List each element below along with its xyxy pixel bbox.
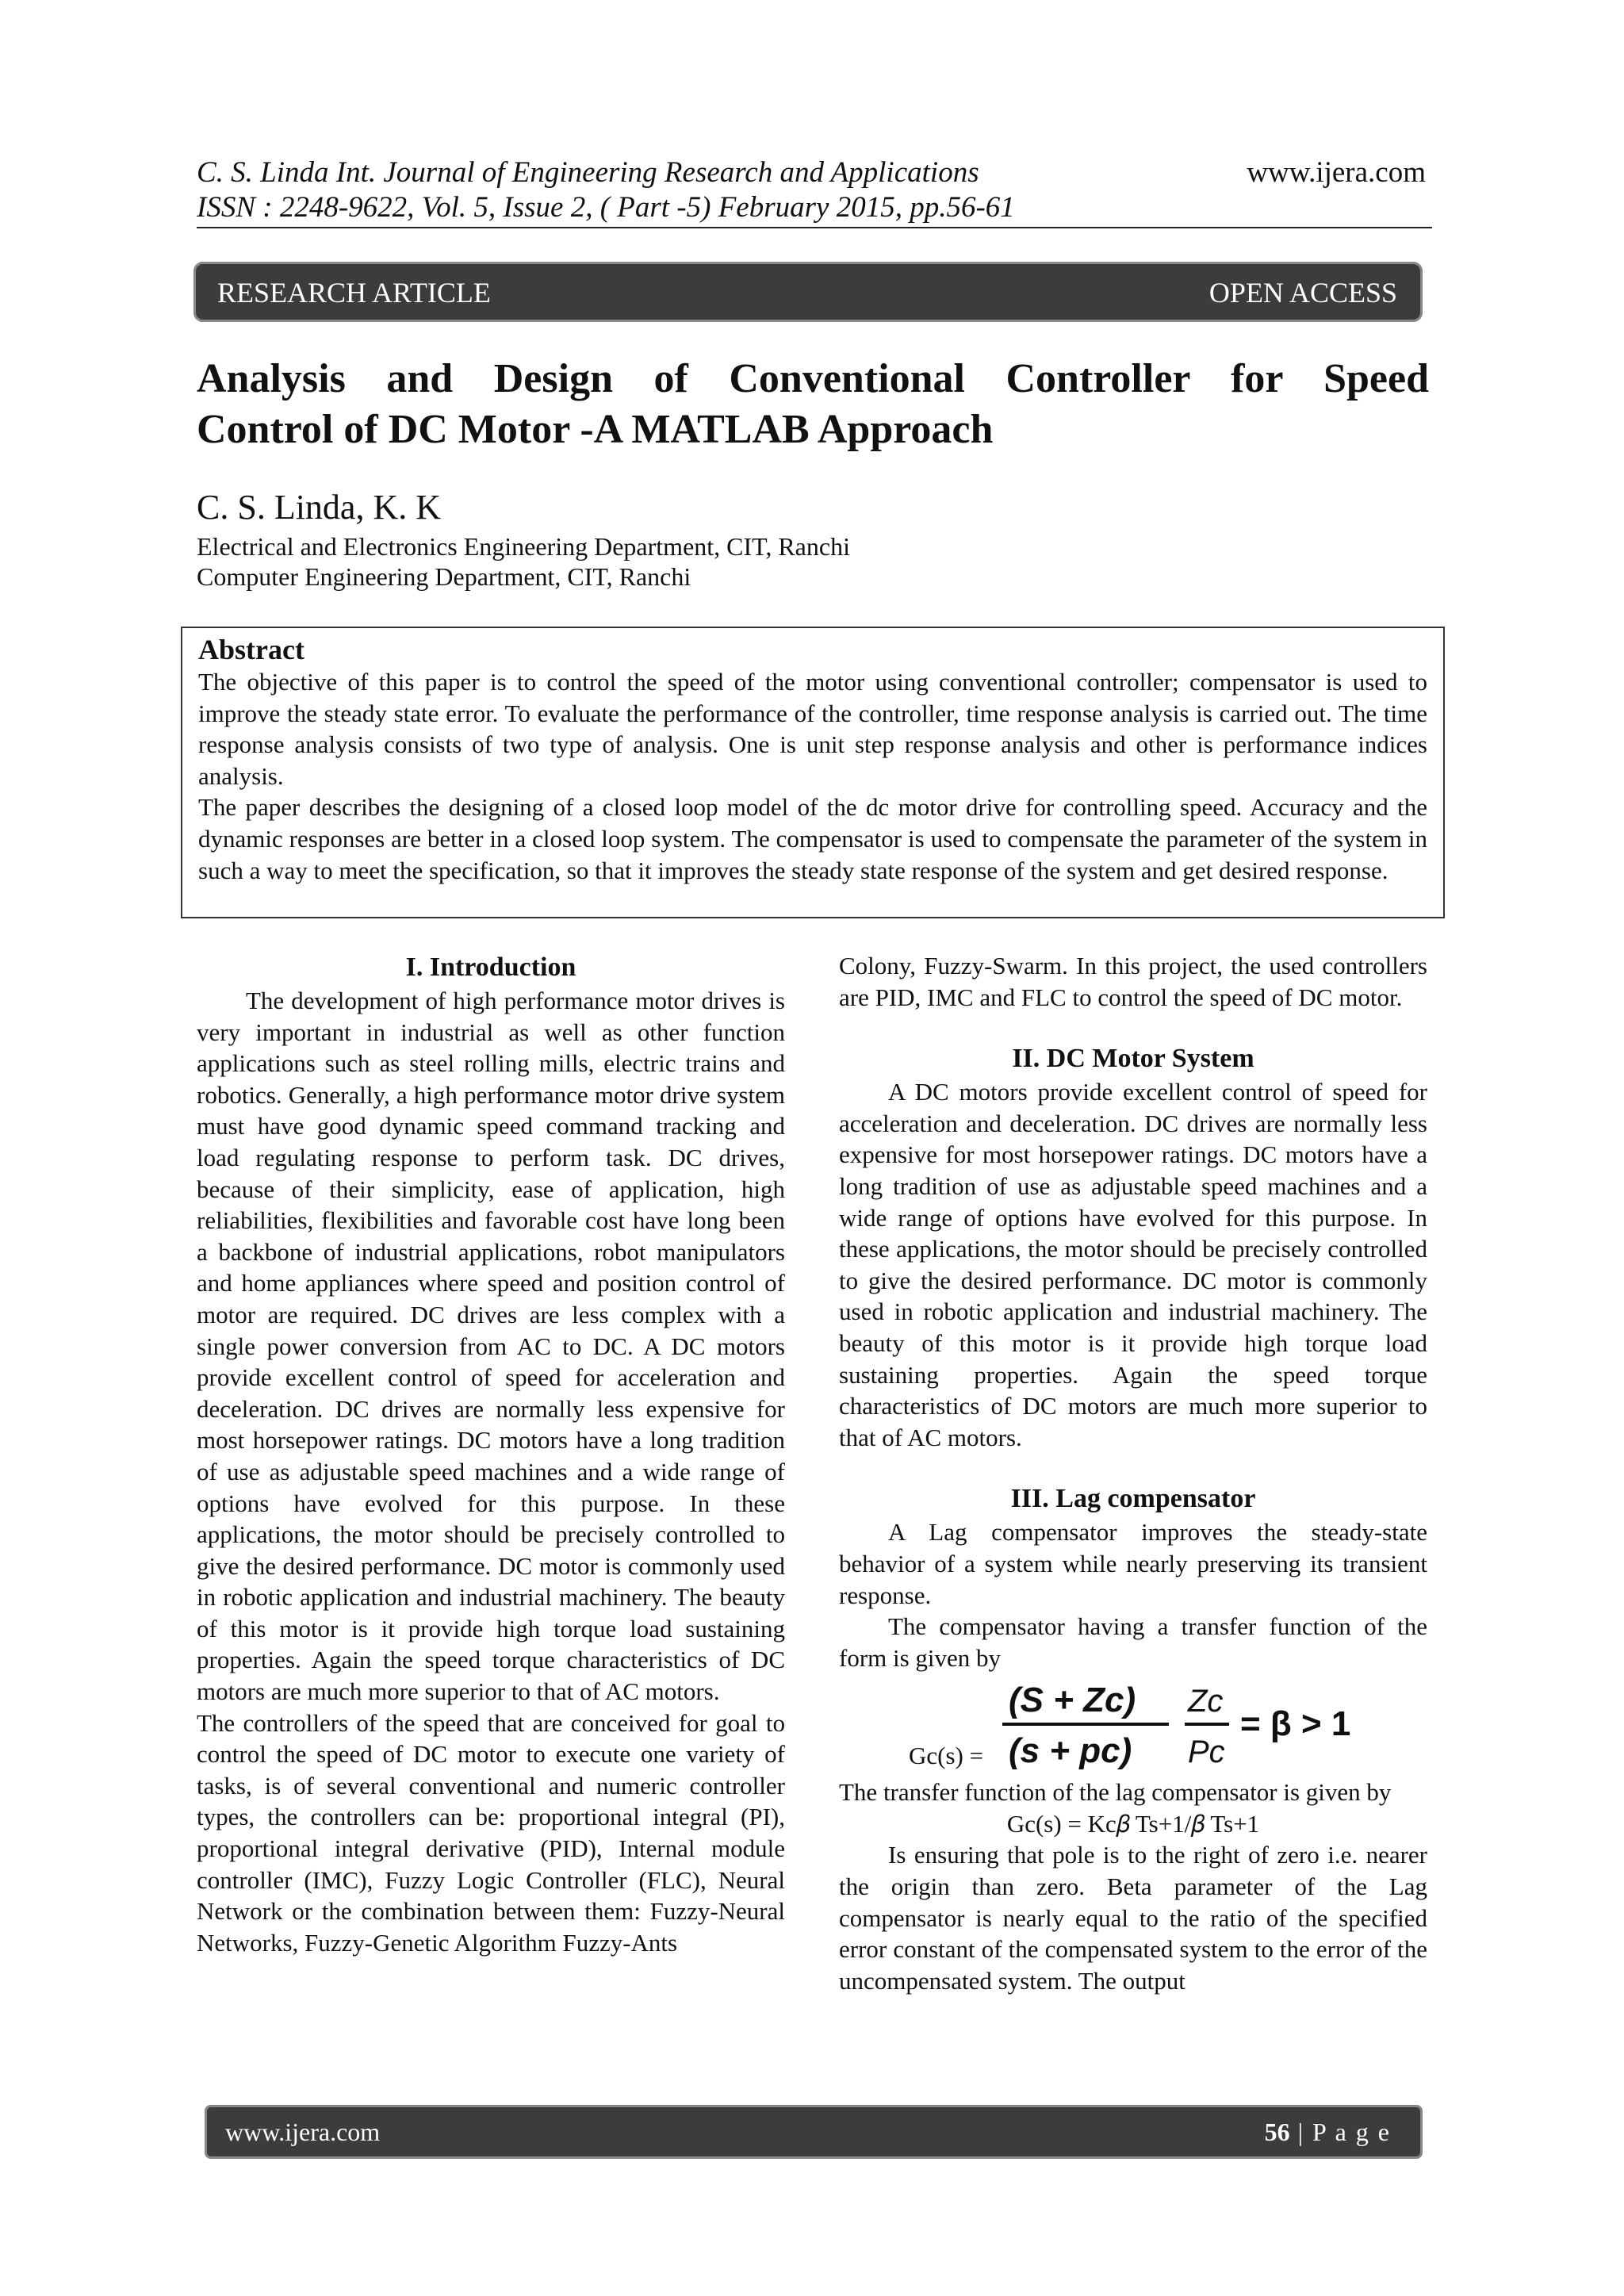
journal-citation-line1: C. S. Linda Int. Journal of Engineering Research and Applications [197,156,979,189]
open-access-label: OPEN ACCESS [1208,277,1397,309]
lag-paragraph-3: The transfer function of the lag compensator is given by [839,1778,1392,1807]
article-type-banner [193,262,1423,322]
left-column [197,950,785,1958]
paper-title [197,354,1429,455]
section-heading-introduction: I. Introduction [405,953,576,982]
lag-paragraph-2: The compensator having a transfer function of the form is given by [839,1612,1427,1672]
title-line1: Analysis and Design of Conventional Controller for Speed [197,356,1429,401]
research-article-label: RESEARCH ARTICLE [217,277,491,309]
page-number [1265,2118,1391,2147]
eq-numerator-1: (S + Zc) [1009,1681,1136,1720]
page-label: | P a g e [1289,2118,1391,2146]
footer-website: www.ijera.com [225,2118,381,2146]
abstract-box [181,627,1445,918]
lag-paragraph-4: Is ensuring that pole is to the right of zero i.e. nearer the origin than zero. Beta parameter of the Lag compensator is nearly equal to the ratio of the specified error constant of the compensated system to the error of the uncompensated system. The output [839,1841,1427,1995]
section-heading-dc-motor: II. DC Motor System [1012,1044,1254,1074]
abstract-paragraph-2: The paper describes the designing of a closed loop model of the dc motor drive for controlling speed. Accuracy and the dynamic responses are better in a closed loop system. The compensator is used to compensate the parameter of the system in such a way to meet the specification, so that it improves the steady state response of the system and get desired response. [198,793,1427,884]
page-number-value: 56 [1264,2118,1290,2146]
page-footer [205,2105,1423,2159]
eq-denominator-1: (s + pc) [1009,1731,1132,1771]
affiliation-2: Computer Engineering Department, CIT, Ranchi [197,562,691,591]
intro-paragraph-continued: Colony, Fuzzy-Swarm. In this project, the used controllers are PID, IMC and FLC to control the speed of DC motor. [839,952,1427,1011]
header-rule [197,227,1432,228]
intro-paragraph-2: The controllers of the speed that are conceived for goal to control the speed of DC motor to execute one variety of tasks, is of several conventional and numeric controller types, the controllers can be: proportional integral (PI), proportional integral derivative (PID), Internal module controller (IMC), Fuzzy Logic Controller (FLC), Neural Network or the combination between them: Fuzzy-Neural Networks, Fuzzy-Genetic Algorithm Fuzzy-Ants [197,1708,785,1957]
affiliations [197,531,850,592]
journal-citation-line2: ISSN : 2248-9622, Vol. 5, Issue 2, ( Part -5) February 2015, pp.56-61 [197,191,1015,224]
equation-fraction-graphic [998,1673,1410,1777]
section-heading-lag-compensator: III. Lag compensator [1010,1484,1256,1514]
author-list: C. S. Linda, K. K [197,488,441,527]
dc-motor-paragraph: A DC motors provide excellent control of speed for acceleration and deceleration. DC drives are normally less expensive for most horsepower ratings. DC motors have a long tradition of use as adjustable speed machines and a wide range of options have evolved for this purpose. In these applications, the motor should be precisely controlled to give the desired performance. DC motor is commonly used in robotic application and industrial machinery. The beauty of this motor is it provide high torque load sustaining properties. Again the speed torque characteristics of DC motors are much more superior to that of AC motors. [839,1078,1427,1451]
eq-rhs: = β > 1 [1240,1704,1351,1744]
intro-paragraph-1: The development of high performance motor drives is very important in industrial as well as other function applications such as steel rolling mills, electric trains and robotics. Generally, a high performance motor drive system must have good dynamic speed command tracking and load regulating response to perform task. DC drives, because of their simplicity, ease of application, high reliabilities, flexibilities and favorable cost have long been a backbone of industrial applications, robot manipulators and home appliances where speed and position control of motor are required. DC drives are less complex with a single power conversion from AC to DC. A DC motors provide excellent control of speed for acceleration and deceleration. DC drives are normally less expensive for most horsepower ratings. DC motors have a long tradition of use as adjustable speed machines and a wide range of options have evolved for this purpose. In these applications, the motor should be precisely controlled to give the desired performance. DC motor is commonly used in robotic application and industrial machinery. The beauty of this motor is it provide high torque load sustaining properties. Again the speed torque characteristics of DC motors are much more superior to that of AC motors. [197,987,785,1706]
affiliation-1: Electrical and Electronics Engineering Department, CIT, Ranchi [197,532,850,561]
abstract-paragraph-1: The objective of this paper is to control the speed of the motor using conventional controller; compensator is used to improve the steady state error. To evaluate the performance of the controller, time response analysis is carried out. The time response analysis consists of two type of analysis. One is unit step response analysis and other is performance indices analysis. [198,668,1427,790]
right-column [839,950,1427,1996]
abstract-heading: Abstract [198,634,304,665]
equation-transfer-function [839,1673,1427,1777]
eq-denominator-2: Pc [1188,1734,1225,1770]
title-line2: Control of DC Motor -A MATLAB Approach [197,407,994,452]
lag-paragraph-1: A Lag compensator improves the steady-state behavior of a system while nearly preserving its transient response. [839,1518,1427,1609]
eq-numerator-2: Zc [1188,1684,1224,1719]
header-website: www.ijera.com [1247,156,1426,189]
equation-lhs: Gc(s) = [909,1742,984,1770]
equation-lag-transfer: Gc(s) = Kc𝛽 Ts+1/𝛽 Ts+1 [1006,1809,1260,1838]
running-header [197,155,1432,225]
